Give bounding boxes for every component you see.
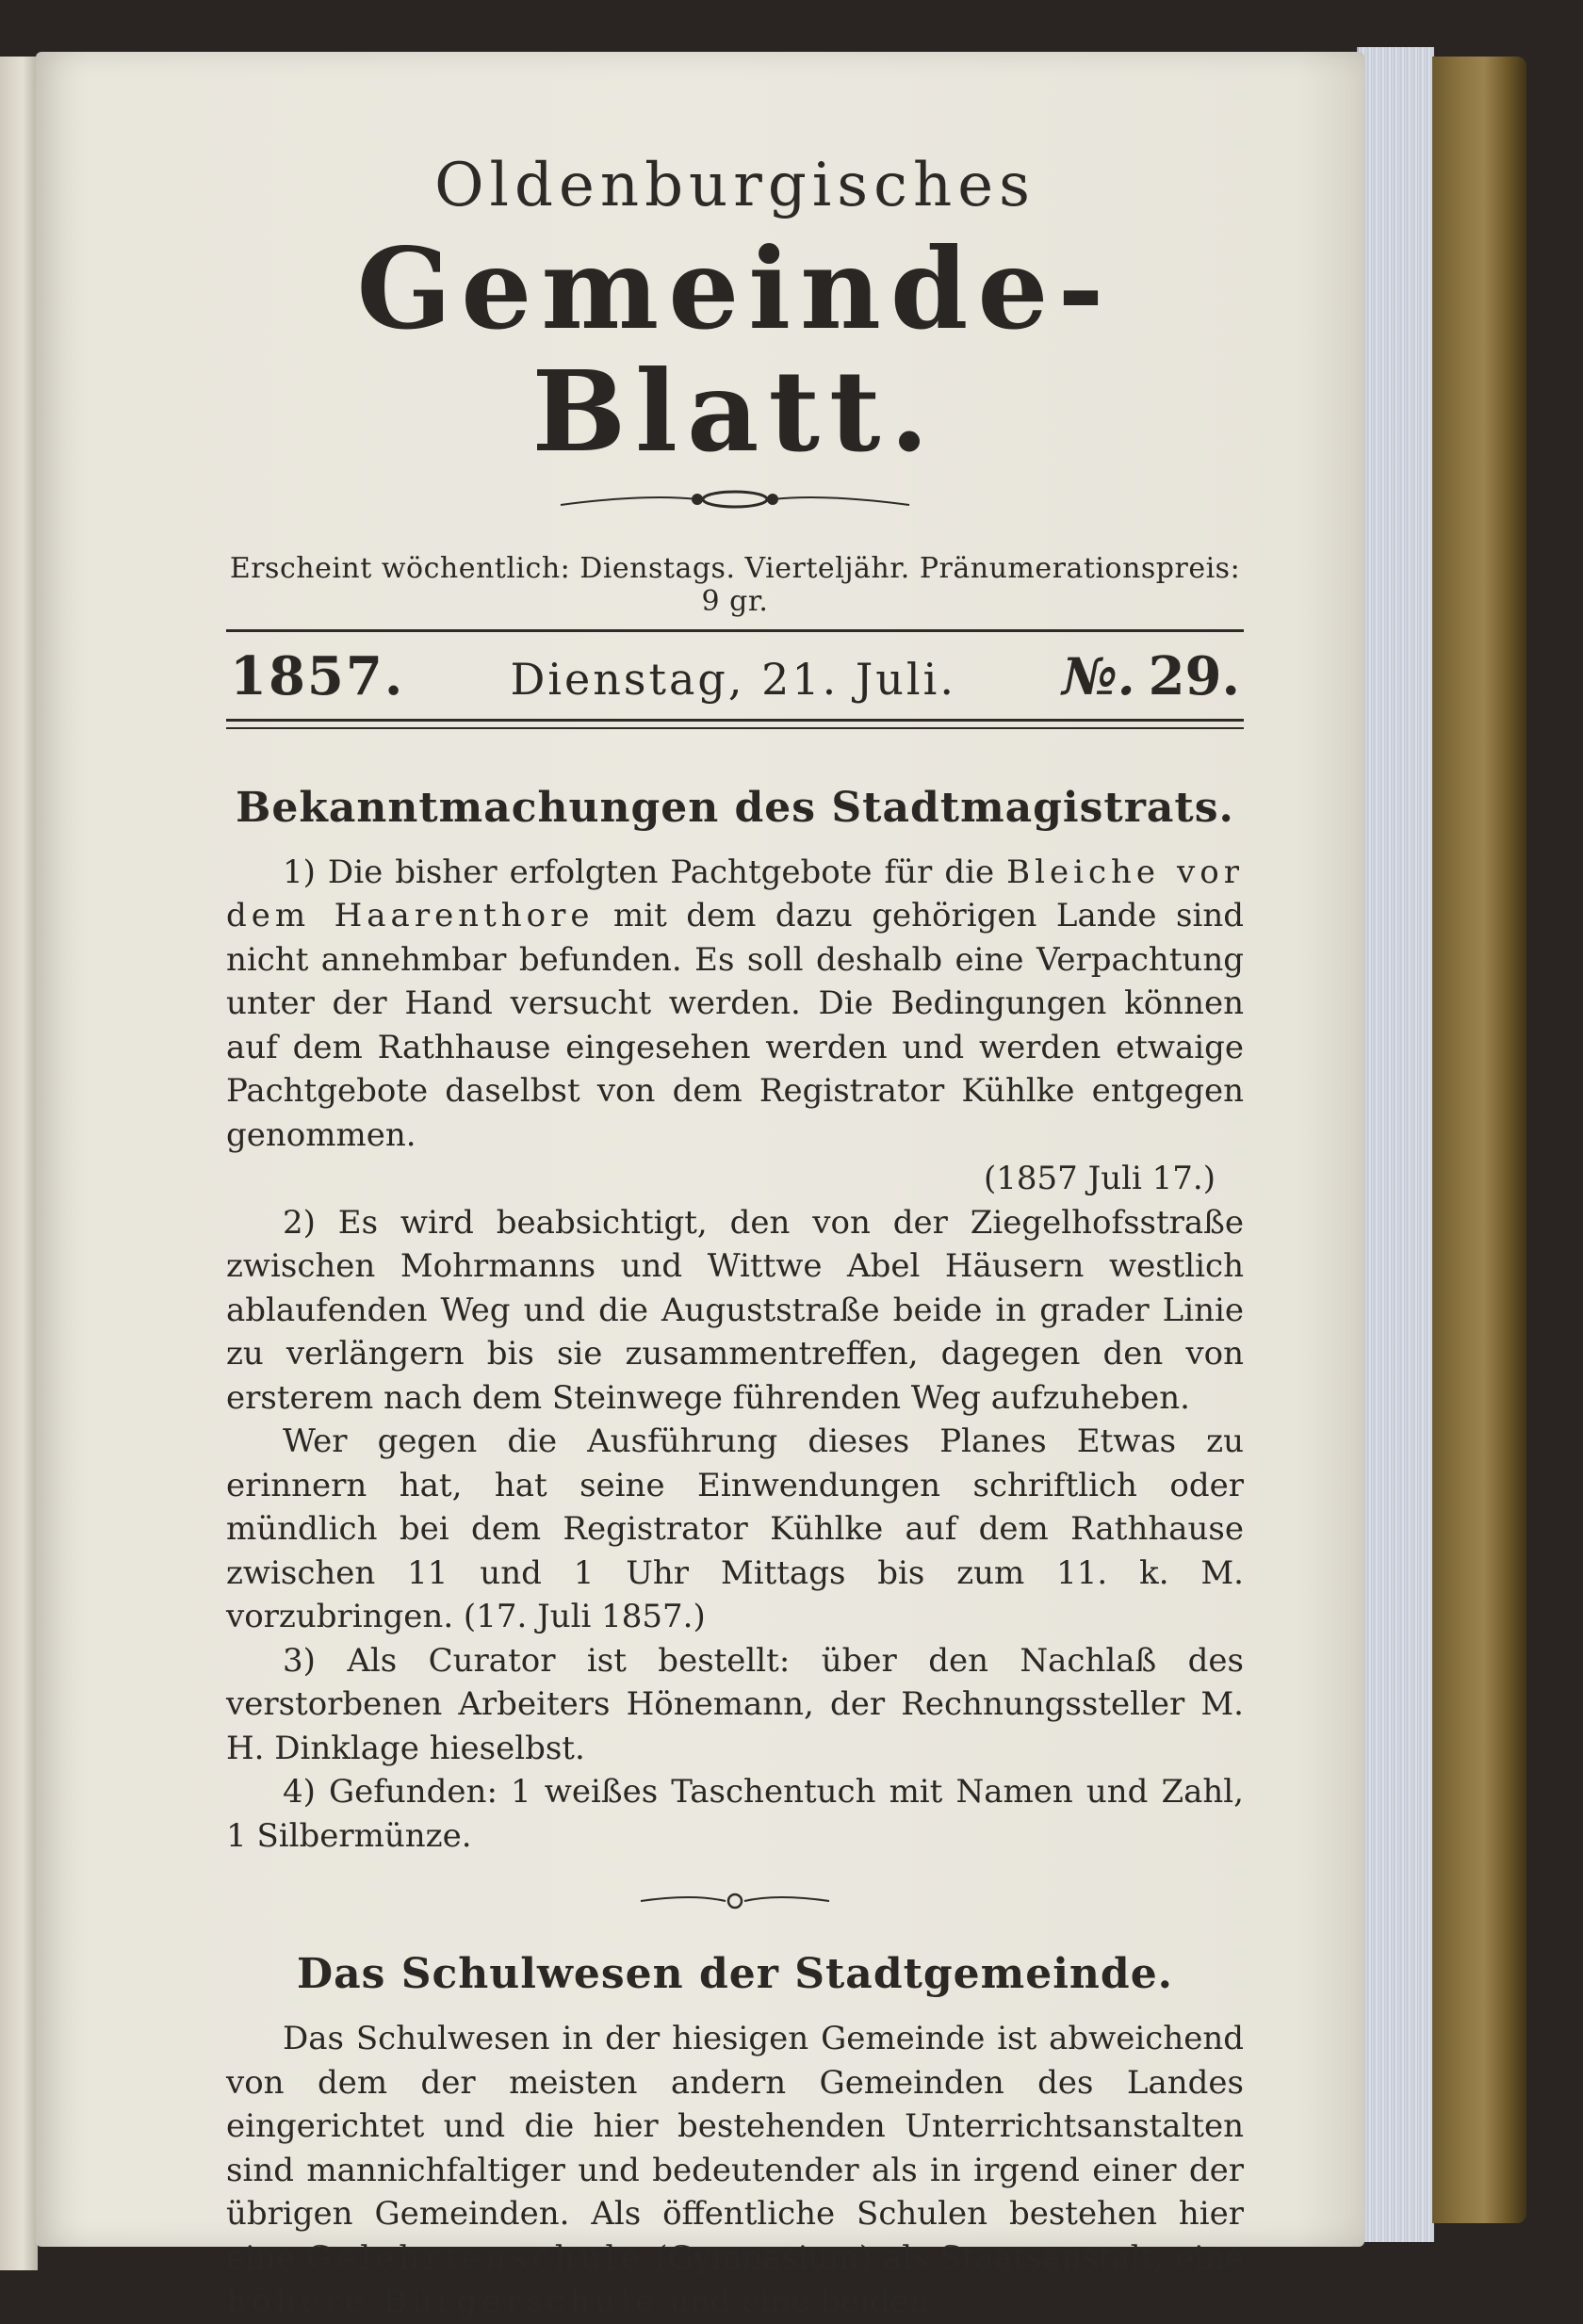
masthead-top-title: Oldenburgisches	[434, 151, 1036, 220]
issue-number	[1062, 645, 1240, 707]
notice-2: 2) Es wird beabsichtigt, den von der Ziegelhofsstraße zwischen Mohrmanns und Wittwe Abel Häusern westlich ablaufenden Weg und die Auguststraße beide in grader Linie zu verlängern bis sie zusammentreffen, dagegen den von ersterem nach dem Steinwege führenden Weg aufzuheben.	[226, 1203, 1244, 1417]
dateline	[226, 645, 1244, 707]
issue-date: Dienstag, 21. Juli.	[510, 653, 956, 705]
page-content	[226, 151, 1244, 2324]
book-cover-spine	[1432, 57, 1526, 2223]
schulwesen-end: und eine beiden	[659, 2283, 930, 2321]
issue-number-value: 29.	[1148, 644, 1240, 707]
notice-1-spaced: Bleiche vor dem Haarenthore	[226, 853, 1244, 935]
issue-year: 1857.	[230, 644, 405, 707]
section-divider-icon	[636, 1890, 834, 1912]
notice-4: 4) Gefunden: 1 weißes Taschentuch mit Namen und Zahl, 1 Silbermünze.	[226, 1773, 1244, 1855]
publication-info: Erscheint wöchentlich: Dienstags. Vierteljähr. Pränumerationspreis: 9 gr.	[229, 551, 1241, 618]
number-symbol: №.	[1062, 645, 1135, 707]
notice-2-continued: Wer gegen die Ausführung dieses Planes Etwas zu erinnern hat, hat seine Einwendungen schriftlich oder mündlich bei dem Registrator Kühlke auf dem Rathhause zwischen 11 und 1 Uhr Mittags bis zum 11. k. M. vorzubringen. (17. Juli 1857.)	[226, 1422, 1244, 1636]
notice-1-date: (1857 Juli 17.)	[983, 1160, 1216, 1198]
masthead-ornament-icon	[556, 486, 914, 514]
page-edges	[1357, 47, 1434, 2242]
bottom-rule	[226, 719, 1244, 722]
notice-1-start: 1) Die bisher erfolgten Pachtgebote für die	[283, 853, 1007, 891]
top-rule	[226, 629, 1244, 632]
schulwesen-paragraph	[226, 2017, 1244, 2324]
notice-3: 3) Als Curator ist bestellt: über den Nachlaß des verstorbenen Arbeiters Hönemann, der Rechnungssteller M. H. Dinklage hieselbst.	[226, 1641, 1244, 1767]
schulwesen-mid: (Gymnasium) als Staatsanstalt, eine	[644, 2238, 1245, 2277]
section-heading-schulwesen: Das Schulwesen der Stadtgemeinde.	[296, 1950, 1173, 1999]
bottom-rule-thin	[226, 727, 1244, 729]
section-heading-magistrat: Bekanntmachungen des Stadtmagistrats.	[236, 783, 1234, 832]
schulwesen-spaced-1: Gelehrtenschule	[305, 2238, 645, 2277]
schulwesen-spaced-2: höhere Bürgerschule	[226, 2283, 660, 2321]
schulwesen-start: Das Schulwesen in der hiesigen Gemeinde ist abweichend von dem der meisten andern Gemeinden des Landes eingerichtet und die hier bestehenden Unterrichtsanstalten sind mannichfaltiger und bedeutender als in irgend einer der übrigen Gemeinden. Als öffentliche Schulen bestehen hier eine	[226, 2020, 1244, 2277]
notice-1-rest: mit dem dazu gehörigen Lande sind nicht annehmbar befunden. Es soll deshalb eine Verpachtung unter der Hand versucht werden. Die Bedingungen können auf dem Rathhause eingesehen werden und werden etwaige Pachtgebote daselbst von dem Registrator Kühlke entgegen genommen.	[226, 897, 1244, 1154]
notice-1	[226, 851, 1244, 1158]
left-page-edge	[0, 57, 38, 2270]
masthead-main-title: Gemeinde-Blatt.	[356, 223, 1114, 477]
